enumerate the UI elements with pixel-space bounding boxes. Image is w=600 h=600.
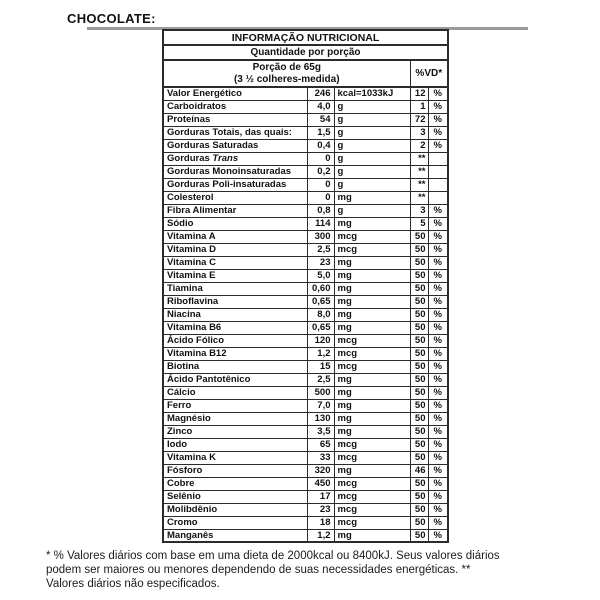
nutrient-value: 23 bbox=[307, 503, 334, 516]
nutrient-unit: mg bbox=[334, 295, 410, 308]
nutrient-vd: 72 bbox=[410, 113, 428, 126]
nutrient-vd: ** bbox=[410, 165, 428, 178]
nutrient-pct: % bbox=[428, 516, 448, 529]
nutrient-name: Vitamina A bbox=[163, 230, 307, 243]
nutrient-unit: mcg bbox=[334, 438, 410, 451]
nutrient-value: 54 bbox=[307, 113, 334, 126]
nutrient-vd: 50 bbox=[410, 295, 428, 308]
nutrient-value: 33 bbox=[307, 451, 334, 464]
nutrient-vd: 50 bbox=[410, 451, 428, 464]
nutrient-name: Ferro bbox=[163, 399, 307, 412]
table-row bbox=[163, 217, 448, 230]
table-title-row bbox=[163, 30, 448, 45]
nutrient-name: Manganês bbox=[163, 529, 307, 542]
table-row bbox=[163, 191, 448, 204]
nutrient-pct: % bbox=[428, 282, 448, 295]
nutrient-pct bbox=[428, 191, 448, 204]
nutrient-unit: mcg bbox=[334, 451, 410, 464]
nutrient-pct bbox=[428, 152, 448, 165]
nutrient-pct: % bbox=[428, 269, 448, 282]
nutrient-vd: 50 bbox=[410, 529, 428, 542]
nutrient-pct: % bbox=[428, 451, 448, 464]
portion-line1: Porção de 65g bbox=[252, 61, 321, 73]
nutrient-vd: 50 bbox=[410, 230, 428, 243]
table-row bbox=[163, 399, 448, 412]
nutrient-name: Riboflavina bbox=[163, 295, 307, 308]
nutrient-pct bbox=[428, 178, 448, 191]
portion-cell bbox=[163, 60, 410, 87]
nutrient-pct: % bbox=[428, 529, 448, 542]
nutrient-pct: % bbox=[428, 230, 448, 243]
nutrient-vd: 50 bbox=[410, 490, 428, 503]
nutrient-pct: % bbox=[428, 321, 448, 334]
nutrient-vd: 50 bbox=[410, 360, 428, 373]
nutrient-name: Zinco bbox=[163, 425, 307, 438]
nutrient-unit: kcal=1033kJ bbox=[334, 87, 410, 100]
table-row bbox=[163, 347, 448, 360]
nutrient-name: Iodo bbox=[163, 438, 307, 451]
footnote-line: podem ser maiores ou menores dependendo de suas necessidades energéticas. ** bbox=[46, 564, 471, 576]
nutrient-name: Tiamina bbox=[163, 282, 307, 295]
nutrient-vd: 50 bbox=[410, 503, 428, 516]
nutrient-value: 0,65 bbox=[307, 295, 334, 308]
nutrient-name: Cobre bbox=[163, 477, 307, 490]
nutrient-vd: 50 bbox=[410, 425, 428, 438]
nutrient-name: Sódio bbox=[163, 217, 307, 230]
nutrient-unit: mg bbox=[334, 425, 410, 438]
table-row bbox=[163, 230, 448, 243]
table-row bbox=[163, 373, 448, 386]
table-row bbox=[163, 321, 448, 334]
nutrient-pct: % bbox=[428, 425, 448, 438]
table-row bbox=[163, 256, 448, 269]
nutrient-name: Biotina bbox=[163, 360, 307, 373]
nutrient-unit: g bbox=[334, 126, 410, 139]
nutrient-value: 18 bbox=[307, 516, 334, 529]
nutrient-name: Gorduras Saturadas bbox=[163, 139, 307, 152]
footnote-line: * % Valores diários com base em uma dieta de 2000kcal ou 8400kJ. Seus valores diários bbox=[46, 550, 500, 562]
nutrient-name: Gorduras Monoinsaturadas bbox=[163, 165, 307, 178]
nutrient-unit: mg bbox=[334, 282, 410, 295]
table-row bbox=[163, 269, 448, 282]
table-row bbox=[163, 87, 448, 100]
nutrient-unit: mcg bbox=[334, 503, 410, 516]
nutrient-unit: mg bbox=[334, 191, 410, 204]
table-subtitle: Quantidade por porção bbox=[163, 45, 448, 60]
table-portion-row bbox=[163, 60, 448, 87]
nutrient-value: 0 bbox=[307, 191, 334, 204]
nutrient-pct: % bbox=[428, 243, 448, 256]
nutrient-vd: 50 bbox=[410, 516, 428, 529]
nutrient-pct: % bbox=[428, 399, 448, 412]
nutrient-name: Fibra Alimentar bbox=[163, 204, 307, 217]
nutrient-unit: g bbox=[334, 139, 410, 152]
nutrient-value: 320 bbox=[307, 464, 334, 477]
nutrient-name: Vitamina D bbox=[163, 243, 307, 256]
nutrient-vd: ** bbox=[410, 152, 428, 165]
table-row bbox=[163, 308, 448, 321]
table-row bbox=[163, 386, 448, 399]
nutrient-unit: mg bbox=[334, 412, 410, 425]
table-row bbox=[163, 477, 448, 490]
nutrient-unit: g bbox=[334, 204, 410, 217]
nutrient-unit: g bbox=[334, 152, 410, 165]
nutrient-vd: 46 bbox=[410, 464, 428, 477]
vd-header: %VD* bbox=[410, 60, 448, 87]
table-row bbox=[163, 100, 448, 113]
nutrient-vd: 2 bbox=[410, 139, 428, 152]
nutrient-pct: % bbox=[428, 464, 448, 477]
nutrient-name: Cromo bbox=[163, 516, 307, 529]
nutrient-value: 7,0 bbox=[307, 399, 334, 412]
nutrient-name: Colesterol bbox=[163, 191, 307, 204]
nutrient-vd: 50 bbox=[410, 334, 428, 347]
nutrient-pct: % bbox=[428, 139, 448, 152]
nutrient-pct: % bbox=[428, 386, 448, 399]
nutrient-value: 0,2 bbox=[307, 165, 334, 178]
nutrient-vd: 3 bbox=[410, 204, 428, 217]
nutrient-vd: 50 bbox=[410, 438, 428, 451]
nutrient-unit: mcg bbox=[334, 347, 410, 360]
nutrient-value: 0,65 bbox=[307, 321, 334, 334]
nutrient-vd: 5 bbox=[410, 217, 428, 230]
nutrient-pct: % bbox=[428, 308, 448, 321]
nutrient-value: 0 bbox=[307, 152, 334, 165]
table-row bbox=[163, 139, 448, 152]
nutrient-unit: mg bbox=[334, 464, 410, 477]
nutrient-unit: mcg bbox=[334, 243, 410, 256]
nutrient-unit: mg bbox=[334, 399, 410, 412]
table-row bbox=[163, 503, 448, 516]
footnote-line: Valores diários não especificados. bbox=[46, 578, 220, 590]
table-title: INFORMAÇÃO NUTRICIONAL bbox=[163, 30, 448, 45]
nutrient-unit: mg bbox=[334, 321, 410, 334]
nutrient-vd: 50 bbox=[410, 256, 428, 269]
nutrient-pct: % bbox=[428, 126, 448, 139]
nutrient-vd: ** bbox=[410, 191, 428, 204]
nutrient-name: Gorduras Totais, das quais: bbox=[163, 126, 307, 139]
nutrient-unit: g bbox=[334, 113, 410, 126]
nutrient-pct: % bbox=[428, 477, 448, 490]
nutrient-pct: % bbox=[428, 360, 448, 373]
nutrient-name: Vitamina C bbox=[163, 256, 307, 269]
nutrient-value: 4,0 bbox=[307, 100, 334, 113]
nutrient-pct: % bbox=[428, 438, 448, 451]
nutrient-pct: % bbox=[428, 256, 448, 269]
nutrient-vd: 50 bbox=[410, 373, 428, 386]
table-row bbox=[163, 360, 448, 373]
nutrient-vd: 50 bbox=[410, 308, 428, 321]
nutrient-name: Selênio bbox=[163, 490, 307, 503]
nutrient-value: 0 bbox=[307, 178, 334, 191]
nutrient-value: 2,5 bbox=[307, 373, 334, 386]
table-row bbox=[163, 464, 448, 477]
nutrient-pct bbox=[428, 165, 448, 178]
nutrient-pct: % bbox=[428, 490, 448, 503]
table-row bbox=[163, 451, 448, 464]
nutrient-pct: % bbox=[428, 503, 448, 516]
table-row bbox=[163, 438, 448, 451]
table-row bbox=[163, 243, 448, 256]
nutrient-vd: 50 bbox=[410, 412, 428, 425]
nutrient-vd: 50 bbox=[410, 399, 428, 412]
nutrient-pct: % bbox=[428, 204, 448, 217]
table-row bbox=[163, 165, 448, 178]
nutrient-value: 23 bbox=[307, 256, 334, 269]
nutrient-unit: mcg bbox=[334, 230, 410, 243]
nutrient-name: Vitamina E bbox=[163, 269, 307, 282]
footnote bbox=[46, 549, 556, 591]
nutrient-vd: 50 bbox=[410, 269, 428, 282]
nutrient-value: 500 bbox=[307, 386, 334, 399]
nutrient-name: Carboidratos bbox=[163, 100, 307, 113]
nutrient-unit: mcg bbox=[334, 516, 410, 529]
nutrient-value: 17 bbox=[307, 490, 334, 503]
nutrient-unit: mg bbox=[334, 529, 410, 542]
nutrient-vd: 50 bbox=[410, 386, 428, 399]
nutrient-value: 246 bbox=[307, 87, 334, 100]
table-row bbox=[163, 516, 448, 529]
table-row bbox=[163, 425, 448, 438]
nutrient-vd: 12 bbox=[410, 87, 428, 100]
nutrient-value: 65 bbox=[307, 438, 334, 451]
nutrient-vd: ** bbox=[410, 178, 428, 191]
nutrient-value: 15 bbox=[307, 360, 334, 373]
nutrient-unit: mg bbox=[334, 386, 410, 399]
nutrient-value: 450 bbox=[307, 477, 334, 490]
table-row bbox=[163, 204, 448, 217]
nutrient-vd: 50 bbox=[410, 347, 428, 360]
nutrient-value: 1,2 bbox=[307, 529, 334, 542]
nutrient-unit: mcg bbox=[334, 360, 410, 373]
nutrient-unit: mcg bbox=[334, 334, 410, 347]
nutrient-vd: 1 bbox=[410, 100, 428, 113]
nutrient-name: Magnésio bbox=[163, 412, 307, 425]
page-title: CHOCOLATE: bbox=[67, 11, 156, 26]
table-row bbox=[163, 178, 448, 191]
table-row bbox=[163, 113, 448, 126]
nutrient-pct: % bbox=[428, 100, 448, 113]
portion-line2: (3 ½ colheres-medida) bbox=[233, 73, 340, 85]
nutrient-pct: % bbox=[428, 113, 448, 126]
nutrient-name: Fósforo bbox=[163, 464, 307, 477]
nutrient-value: 3,5 bbox=[307, 425, 334, 438]
nutrient-unit: mcg bbox=[334, 490, 410, 503]
nutrition-table bbox=[162, 29, 449, 543]
nutrient-name: Gorduras Poli-insaturadas bbox=[163, 178, 307, 191]
nutrient-name: Valor Energético bbox=[163, 87, 307, 100]
table-row bbox=[163, 295, 448, 308]
nutrient-unit: mg bbox=[334, 373, 410, 386]
nutrient-value: 120 bbox=[307, 334, 334, 347]
nutrient-name: Proteínas bbox=[163, 113, 307, 126]
nutrient-name: Niacina bbox=[163, 308, 307, 321]
nutrient-name: Molibdênio bbox=[163, 503, 307, 516]
nutrient-pct: % bbox=[428, 412, 448, 425]
table-row bbox=[163, 152, 448, 165]
nutrient-pct: % bbox=[428, 347, 448, 360]
nutrient-pct: % bbox=[428, 87, 448, 100]
nutrient-vd: 50 bbox=[410, 477, 428, 490]
nutrient-value: 5,0 bbox=[307, 269, 334, 282]
nutrient-value: 8,0 bbox=[307, 308, 334, 321]
nutrient-vd: 3 bbox=[410, 126, 428, 139]
nutrition-table-body bbox=[163, 87, 448, 542]
nutrient-name: Cálcio bbox=[163, 386, 307, 399]
nutrient-unit: mcg bbox=[334, 477, 410, 490]
table-row bbox=[163, 282, 448, 295]
nutrient-value: 0,8 bbox=[307, 204, 334, 217]
nutrient-unit: g bbox=[334, 100, 410, 113]
nutrient-value: 114 bbox=[307, 217, 334, 230]
nutrient-vd: 50 bbox=[410, 321, 428, 334]
nutrient-name: Ácido Fólico bbox=[163, 334, 307, 347]
nutrient-name: Vitamina B6 bbox=[163, 321, 307, 334]
nutrient-name: Ácido Pantotênico bbox=[163, 373, 307, 386]
nutrient-unit: g bbox=[334, 178, 410, 191]
nutrient-vd: 50 bbox=[410, 243, 428, 256]
nutrient-pct: % bbox=[428, 373, 448, 386]
nutrient-pct: % bbox=[428, 334, 448, 347]
table-row bbox=[163, 490, 448, 503]
nutrient-unit: g bbox=[334, 165, 410, 178]
table-row bbox=[163, 529, 448, 542]
nutrient-value: 300 bbox=[307, 230, 334, 243]
nutrient-unit: mg bbox=[334, 256, 410, 269]
nutrient-pct: % bbox=[428, 295, 448, 308]
nutrient-value: 0,60 bbox=[307, 282, 334, 295]
table-subtitle-row bbox=[163, 45, 448, 60]
nutrient-pct: % bbox=[428, 217, 448, 230]
nutrient-value: 1,2 bbox=[307, 347, 334, 360]
nutrient-vd: 50 bbox=[410, 282, 428, 295]
nutrient-name: Gorduras Trans bbox=[163, 152, 307, 165]
nutrient-name: Vitamina B12 bbox=[163, 347, 307, 360]
nutrient-unit: mg bbox=[334, 308, 410, 321]
nutrient-name: Vitamina K bbox=[163, 451, 307, 464]
nutrient-value: 130 bbox=[307, 412, 334, 425]
nutrient-unit: mg bbox=[334, 217, 410, 230]
table-row bbox=[163, 126, 448, 139]
nutrient-unit: mg bbox=[334, 269, 410, 282]
nutrient-value: 0,4 bbox=[307, 139, 334, 152]
table-row bbox=[163, 334, 448, 347]
nutrient-value: 2,5 bbox=[307, 243, 334, 256]
table-row bbox=[163, 412, 448, 425]
nutrient-value: 1,5 bbox=[307, 126, 334, 139]
